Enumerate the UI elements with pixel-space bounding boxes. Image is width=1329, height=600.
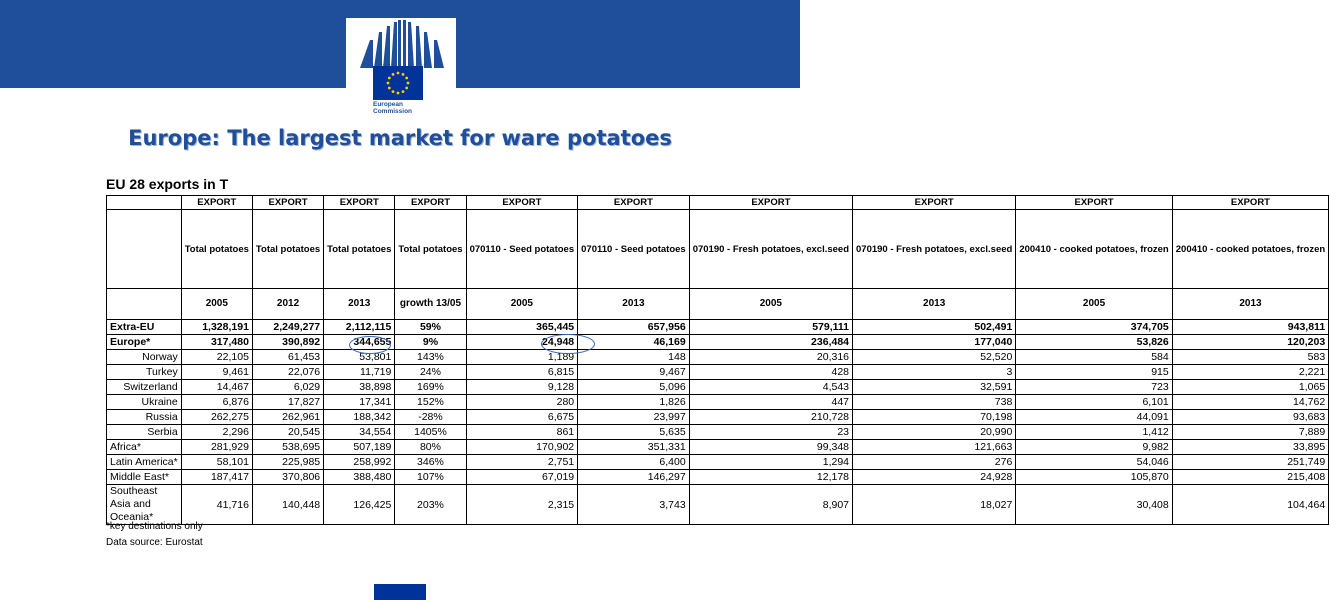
table-cell: 41,716 <box>181 485 252 525</box>
header-corner-cell <box>107 210 182 289</box>
row-label: Ukraine <box>107 395 182 410</box>
table-cell: 2,112,115 <box>324 320 395 335</box>
table-cell: 46,169 <box>578 335 690 350</box>
table-cell: 8,907 <box>689 485 852 525</box>
exports-table <box>106 195 1329 525</box>
header-year-cell: 2013 <box>324 289 395 320</box>
table-cell: 70,198 <box>853 410 1016 425</box>
header-export-cell: EXPORT <box>252 196 323 210</box>
table-cell: 7,889 <box>1172 425 1328 440</box>
header-export-cell: EXPORT <box>1016 196 1172 210</box>
table-cell: 33,895 <box>1172 440 1328 455</box>
table-cell: 22,076 <box>252 365 323 380</box>
header-year-cell: 2005 <box>181 289 252 320</box>
table-row <box>107 410 1329 425</box>
header-description-cell: 070110 - Seed potatoes <box>466 210 578 289</box>
header-export-cell: EXPORT <box>466 196 578 210</box>
table-cell: 447 <box>689 395 852 410</box>
table-cell: 4,543 <box>689 380 852 395</box>
table-subtitle: EU 28 exports in T <box>106 176 229 192</box>
header-corner-cell <box>107 196 182 210</box>
header-year-cell: 2005 <box>466 289 578 320</box>
table-cell: 344,655 <box>324 335 395 350</box>
eu-star-icon <box>402 73 405 76</box>
header-export-cell: EXPORT <box>689 196 852 210</box>
table-cell: 59% <box>395 320 466 335</box>
table-cell: 146,297 <box>578 470 690 485</box>
header-description-cell: Total potatoes <box>181 210 252 289</box>
header-description-cell: 070190 - Fresh potatoes, excl.seed <box>689 210 852 289</box>
header-export-cell: EXPORT <box>578 196 690 210</box>
header-year-cell: 2013 <box>853 289 1016 320</box>
header-export-cell: EXPORT <box>181 196 252 210</box>
table-cell: 17,827 <box>252 395 323 410</box>
table-cell: 657,956 <box>578 320 690 335</box>
table-cell: 6,675 <box>466 410 578 425</box>
table-row <box>107 335 1329 350</box>
table-cell: 170,902 <box>466 440 578 455</box>
table-row <box>107 425 1329 440</box>
table-cell: 52,520 <box>853 350 1016 365</box>
header-export-cell: EXPORT <box>395 196 466 210</box>
table-cell: 53,826 <box>1016 335 1172 350</box>
table-cell: 1,328,191 <box>181 320 252 335</box>
table-cell: 12,178 <box>689 470 852 485</box>
table-cell: 99,348 <box>689 440 852 455</box>
table-cell: 23 <box>689 425 852 440</box>
eu-star-icon <box>388 77 391 80</box>
header-year-cell: growth 13/05 <box>395 289 466 320</box>
table-cell: 24,928 <box>853 470 1016 485</box>
table-cell: 502,491 <box>853 320 1016 335</box>
table-cell: 2,221 <box>1172 365 1328 380</box>
table-cell: 251,749 <box>1172 455 1328 470</box>
table-cell: 126,425 <box>324 485 395 525</box>
header-corner-cell <box>107 289 182 320</box>
eu-star-icon <box>407 82 410 85</box>
table-cell: 276 <box>853 455 1016 470</box>
table-cell: 140,448 <box>252 485 323 525</box>
table-cell: 258,992 <box>324 455 395 470</box>
table-cell: 6,101 <box>1016 395 1172 410</box>
eu-star-icon <box>392 73 395 76</box>
table-cell: 104,464 <box>1172 485 1328 525</box>
header-description-cell: Total potatoes <box>324 210 395 289</box>
table-cell: 280 <box>466 395 578 410</box>
header-export-cell: EXPORT <box>324 196 395 210</box>
table-cell: 17,341 <box>324 395 395 410</box>
eu-star-icon <box>387 82 390 85</box>
highlight-circle-fresh-2013 <box>541 334 595 354</box>
table-cell: 388,480 <box>324 470 395 485</box>
table-cell: 67,019 <box>466 470 578 485</box>
table-cell: 390,892 <box>252 335 323 350</box>
table-cell: 22,105 <box>181 350 252 365</box>
footnote-key-destinations: *key destinations only <box>106 521 203 532</box>
table-cell: 20,545 <box>252 425 323 440</box>
table-cell: 44,091 <box>1016 410 1172 425</box>
berlaymont-building-icon <box>346 18 456 68</box>
table-cell: 80% <box>395 440 466 455</box>
header-year-cell: 2013 <box>578 289 690 320</box>
table-cell: 169% <box>395 380 466 395</box>
row-label: Africa* <box>107 440 182 455</box>
table-cell: 2,315 <box>466 485 578 525</box>
table-cell: 1,412 <box>1016 425 1172 440</box>
table-cell: 11,719 <box>324 365 395 380</box>
table-row <box>107 395 1329 410</box>
table-cell: 9,128 <box>466 380 578 395</box>
table-cell: 215,408 <box>1172 470 1328 485</box>
table-cell: 1,826 <box>578 395 690 410</box>
header-description-cell: Total potatoes <box>395 210 466 289</box>
footnote-data-source: Data source: Eurostat <box>106 537 203 548</box>
table-cell: 20,316 <box>689 350 852 365</box>
table-cell: 14,762 <box>1172 395 1328 410</box>
table-cell: 24% <box>395 365 466 380</box>
table-cell: 120,203 <box>1172 335 1328 350</box>
table-cell: 6,815 <box>466 365 578 380</box>
table-cell: 1,294 <box>689 455 852 470</box>
table-row <box>107 470 1329 485</box>
table-cell: 365,445 <box>466 320 578 335</box>
eu-star-icon <box>402 90 405 93</box>
row-label: Switzerland <box>107 380 182 395</box>
table-row <box>107 380 1329 395</box>
eu-star-icon <box>397 92 400 95</box>
table-cell: 9,982 <box>1016 440 1172 455</box>
table-cell: 203% <box>395 485 466 525</box>
header-row-description <box>107 210 1329 289</box>
header-description-cell: 070110 - Seed potatoes <box>578 210 690 289</box>
table-cell: 2,296 <box>181 425 252 440</box>
slide-title: Europe: The largest market for ware potatoes <box>128 126 672 150</box>
header-description-cell: 070190 - Fresh potatoes, excl.seed <box>853 210 1016 289</box>
table-cell: 188,342 <box>324 410 395 425</box>
header-export-cell: EXPORT <box>1172 196 1328 210</box>
european-commission-logo <box>346 18 456 113</box>
table-cell: 2,751 <box>466 455 578 470</box>
table-cell: 583 <box>1172 350 1328 365</box>
table-cell: 121,663 <box>853 440 1016 455</box>
table-cell: 58,101 <box>181 455 252 470</box>
table-row <box>107 350 1329 365</box>
table-cell: 584 <box>1016 350 1172 365</box>
table-cell: 507,189 <box>324 440 395 455</box>
table-cell: 861 <box>466 425 578 440</box>
eu-star-icon <box>405 87 408 90</box>
table-cell: 579,111 <box>689 320 852 335</box>
header-row-export <box>107 196 1329 210</box>
header-description-cell: Total potatoes <box>252 210 323 289</box>
table-cell: 24,948 <box>466 335 578 350</box>
row-label: Serbia <box>107 425 182 440</box>
table-cell: 105,870 <box>1016 470 1172 485</box>
header-export-cell: EXPORT <box>853 196 1016 210</box>
table-cell: 6,029 <box>252 380 323 395</box>
row-label: Middle East* <box>107 470 182 485</box>
table-cell: 317,480 <box>181 335 252 350</box>
row-label: Norway <box>107 350 182 365</box>
table-cell: 3 <box>853 365 1016 380</box>
table-cell: 374,705 <box>1016 320 1172 335</box>
table-cell: 370,806 <box>252 470 323 485</box>
table-cell: 9,461 <box>181 365 252 380</box>
header-row-year <box>107 289 1329 320</box>
table-cell: 20,990 <box>853 425 1016 440</box>
table-cell: 143% <box>395 350 466 365</box>
table-row <box>107 365 1329 380</box>
table-cell: 346% <box>395 455 466 470</box>
row-label: Extra-EU <box>107 320 182 335</box>
table-cell: 225,985 <box>252 455 323 470</box>
header-description-cell: 200410 - cooked potatoes, frozen <box>1172 210 1328 289</box>
row-label: Europe* <box>107 335 182 350</box>
eu-star-icon <box>397 72 400 75</box>
row-label: Southeast Asia and Oceania* <box>107 485 182 525</box>
table-cell: 723 <box>1016 380 1172 395</box>
table-cell: 538,695 <box>252 440 323 455</box>
table-cell: 30,408 <box>1016 485 1172 525</box>
table-cell: 6,876 <box>181 395 252 410</box>
table-row <box>107 485 1329 525</box>
table-row <box>107 455 1329 470</box>
table-cell: 5,096 <box>578 380 690 395</box>
table-cell: 152% <box>395 395 466 410</box>
table-cell: 6,400 <box>578 455 690 470</box>
table-cell: 943,811 <box>1172 320 1328 335</box>
row-label: Turkey <box>107 365 182 380</box>
eu-flag-icon <box>373 66 423 100</box>
table-cell: 351,331 <box>578 440 690 455</box>
table-cell: 915 <box>1016 365 1172 380</box>
table-cell: 32,591 <box>853 380 1016 395</box>
header-description-cell: 200410 - cooked potatoes, frozen <box>1016 210 1172 289</box>
table-cell: 54,046 <box>1016 455 1172 470</box>
eu-star-icon <box>388 87 391 90</box>
logo-text-line1: European <box>373 101 403 108</box>
table-cell: 38,898 <box>324 380 395 395</box>
eu-star-icon <box>392 90 395 93</box>
table-cell: 738 <box>853 395 1016 410</box>
table-cell: 9,467 <box>578 365 690 380</box>
table-cell: 93,683 <box>1172 410 1328 425</box>
table-cell: 148 <box>578 350 690 365</box>
table-cell: 1,065 <box>1172 380 1328 395</box>
table-cell: -28% <box>395 410 466 425</box>
highlight-circle-growth <box>349 336 391 354</box>
row-label: Russia <box>107 410 182 425</box>
table-cell: 1405% <box>395 425 466 440</box>
table-cell: 9% <box>395 335 466 350</box>
table-cell: 236,484 <box>689 335 852 350</box>
table-cell: 177,040 <box>853 335 1016 350</box>
table-cell: 281,929 <box>181 440 252 455</box>
logo-text-line2: Commission <box>373 108 413 115</box>
table-cell: 53,801 <box>324 350 395 365</box>
table-cell: 262,275 <box>181 410 252 425</box>
table-cell: 107% <box>395 470 466 485</box>
table-cell: 61,453 <box>252 350 323 365</box>
table-cell: 1,189 <box>466 350 578 365</box>
table-cell: 18,027 <box>853 485 1016 525</box>
header-year-cell: 2005 <box>689 289 852 320</box>
eu-star-icon <box>405 77 408 80</box>
table-row <box>107 320 1329 335</box>
eu-flag-footer-icon <box>374 584 426 600</box>
table-row <box>107 440 1329 455</box>
table-cell: 210,728 <box>689 410 852 425</box>
table-cell: 23,997 <box>578 410 690 425</box>
table-cell: 14,467 <box>181 380 252 395</box>
table-cell: 3,743 <box>578 485 690 525</box>
header-year-cell: 2012 <box>252 289 323 320</box>
table-cell: 428 <box>689 365 852 380</box>
row-label: Latin America* <box>107 455 182 470</box>
table-cell: 262,961 <box>252 410 323 425</box>
table-cell: 5,635 <box>578 425 690 440</box>
header-year-cell: 2013 <box>1172 289 1328 320</box>
table-cell: 2,249,277 <box>252 320 323 335</box>
header-year-cell: 2005 <box>1016 289 1172 320</box>
table-cell: 34,554 <box>324 425 395 440</box>
table-cell: 187,417 <box>181 470 252 485</box>
